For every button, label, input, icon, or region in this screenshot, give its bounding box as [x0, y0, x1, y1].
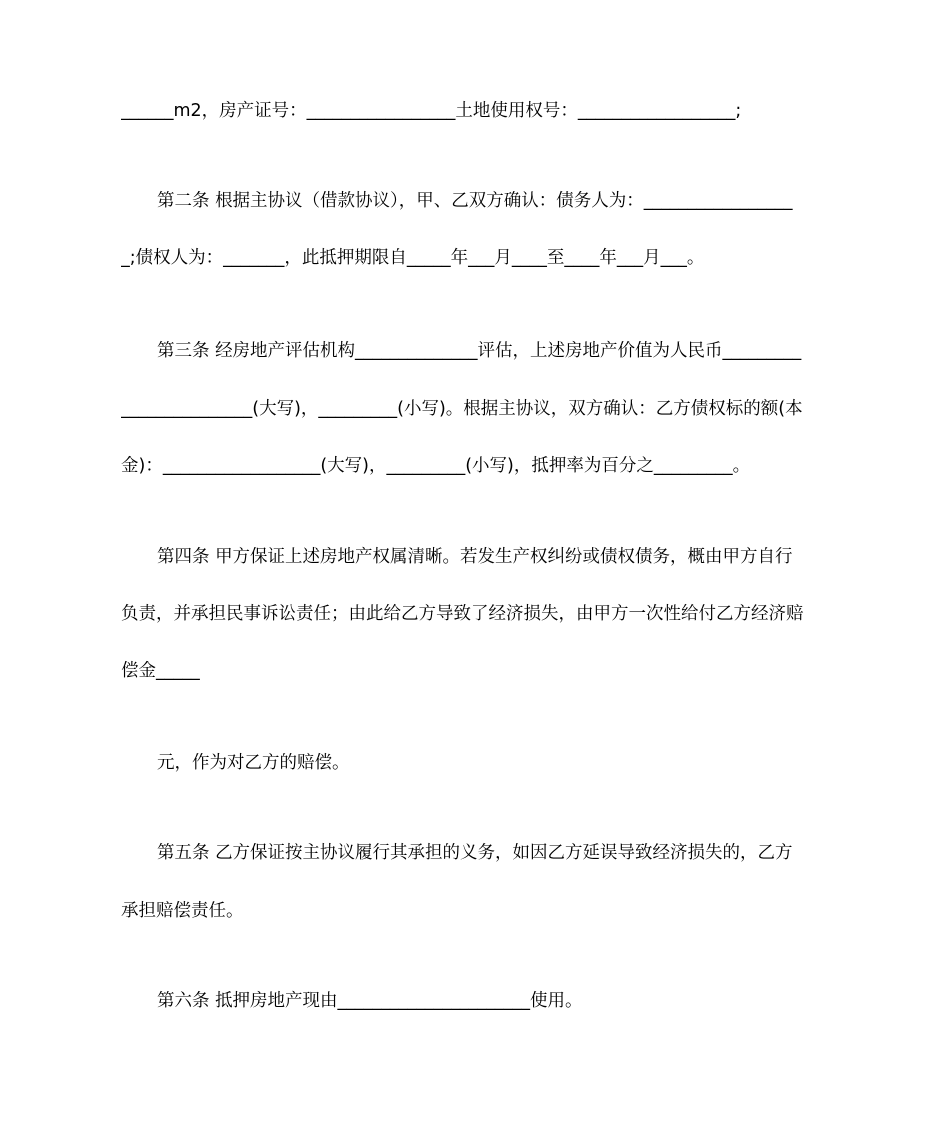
article-2-heading-line: 第二条 根据主协议（借款协议），甲、乙双方确认：债务人为：_________________ — [157, 191, 793, 211]
article-5-heading-line: 第五条 乙方保证按主协议履行其承担的义务，如因乙方延误导致经济损失的，乙方 — [157, 843, 793, 863]
article-4-heading-line: 第四条 甲方保证上述房地产权属清晰。若发生产权纠纷或债权债务，概由甲方自行 — [157, 547, 793, 567]
text-line: _______________(大写)，_________(小写)。根据主协议，双方确认：乙方债权标的额(本 — [121, 399, 803, 419]
text-line: 偿金_____ — [121, 661, 200, 681]
text-line: 元，作为对乙方的赔偿。 — [157, 753, 350, 773]
article-3-heading-line: 第三条 经房地产评估机构______________评估，上述房地产价值为人民币_________ — [157, 341, 802, 361]
text-line: _;债权人为：_______，此抵押期限自_____年___月____至____年___月___。 — [121, 248, 705, 268]
text-line: 负责，并承担民事诉讼责任；由此给乙方导致了经济损失，由甲方一次性给付乙方经济赔 — [121, 604, 804, 624]
text-line: ______m2，房产证号：_________________土地使用权号：__________________; — [121, 101, 742, 121]
article-6-heading-line: 第六条 抵押房地产现由______________________使用。 — [157, 991, 583, 1011]
text-line: 承担赔偿责任。 — [121, 901, 244, 921]
text-line: 金)：__________________(大写)，_________(小写)，抵押率为百分之_________。 — [121, 456, 751, 476]
